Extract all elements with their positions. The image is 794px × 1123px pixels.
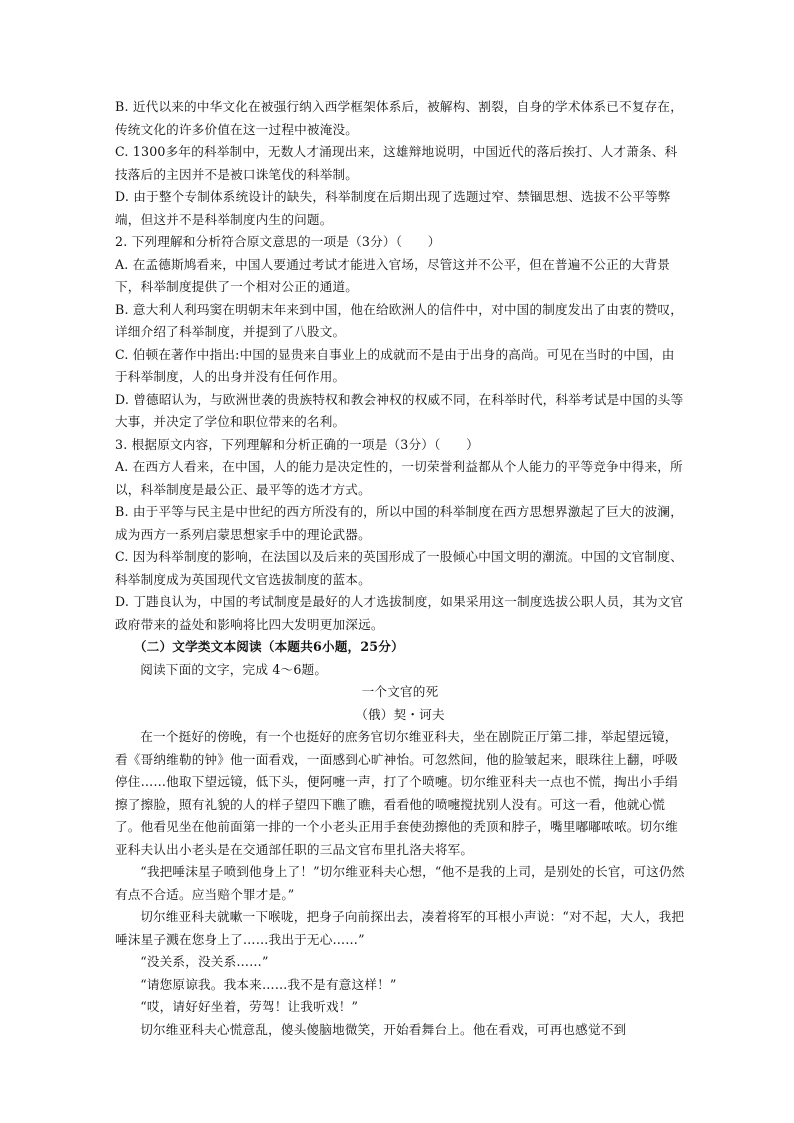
option-d-paragraph: D. 由于整个专制体系统设计的缺失，科举制度在后期出现了选题过窄、禁锢思想、选拔不公平等弊端，但这并不是科举制度内生的问题。	[115, 189, 671, 227]
story-paragraph: “哎，请好好坐着，劳驾！让我听戏！”	[140, 999, 359, 1014]
question-2: 2. 下列理解和分析符合原文意思的一项是（3分）（ ）	[115, 234, 441, 249]
story-title: 一个文官的死	[361, 684, 439, 699]
q2-option-d: D. 曾德昭认为，与欧洲世袭的贵族特权和教会神权的权威不同，在科举时代，科举考试是中国的头等大事，并决定了学位和职位带来的名利。	[115, 391, 684, 429]
q3-option-c: C. 因为科举制度的影响，在法国以及后来的英国形成了一股倾心中国文明的潮流。中国的文官制度、科举制度成为英国现代文官选拔制度的蓝本。	[115, 549, 683, 587]
q3-option-b: B. 由于平等与民主是中世纪的西方所没有的，所以中国的科举制度在西方思想界激起了巨大的波澜，成为西方一系列启蒙思想家手中的理论武器。	[115, 504, 683, 542]
story-author: （俄）契・诃夫	[355, 706, 445, 722]
q2-option-c: C. 伯顿在著作中指出:中国的显贵来自事业上的成就而不是由于出身的高尚。可见在当时的中国，由于科举制度，人的出身并没有任何作用。	[115, 346, 675, 384]
question-3: 3. 根据原文内容，下列理解和分析正确的一项是（3分）（ ）	[115, 436, 479, 452]
option-b-paragraph: B. 近代以来的中华文化在被强行纳入西学框架体系后，被解构、割裂，自身的学术体系已不复存在，传统文化的许多价值在这一过程中被淹没。	[115, 99, 683, 137]
q2-option-a: A. 在孟德斯鸠看来，中国人要通过考试才能进入官场，尽管这并不公平，但在普遍不公正的大背景下，科举制度提供了一个相对公正的通道。	[115, 256, 671, 294]
q3-option-d: D. 丁韪良认为，中国的考试制度是最好的人才选拔制度，如果采用这一制度选拔公职人员，其为文官政府带来的益处和影响将比四大发明更加深远。	[115, 594, 684, 632]
section-heading: （二）文学类文本阅读（本题共6小题，25分）	[133, 639, 404, 654]
story-paragraph: “我把唾沫星子喷到他身上了！”切尔维亚科夫心想，“他不是我的上司，是别处的长官，可这仍然有点不合适。应当赔个罪才是。”	[115, 864, 685, 902]
story-paragraph: 在一个挺好的傍晚，有一个也挺好的庶务官切尔维亚科夫，坐在剧院正厅第二排，举起望远镜，看《哥纳维勒的钟》他一面看戏，一面感到心旷神怡。可忽然间，他的脸皱起来，眼珠往上翻，呼吸停住……他取下望远镜，低下头，便阿嚏一声，打了个喷嚏。切尔维亚科夫一点也不慌，掏出小手绢擦了擦脸，照有礼貌的人的样子望四下瞧了瞧，看看他的喷嚏搅扰别人没有。可这一看，他就心慌了。他看见坐在他前面第一排的一个小老头正用手套使劲擦他的秃顶和脖子，嘴里嘟嘟哝哝。切尔维亚科夫认出小老头是在交通部任职的三品文官布里扎洛夫将军。	[115, 729, 678, 857]
story-paragraph: 切尔维亚科夫心慌意乱，傻头傻脑地微笑，开始看舞台上。他在看戏，可再也感觉不到	[140, 1021, 627, 1037]
document-page	[115, 96, 685, 1041]
story-paragraph: “没关系，没关系……”	[140, 954, 269, 969]
q2-option-b: B. 意大利人利玛窦在明朝末年来到中国，他在给欧洲人的信件中，对中国的制度发出了由衷的赞叹，详细介绍了科举制度，并提到了八股文。	[115, 301, 683, 339]
story-paragraph: “请您原谅我。我本来……我不是有意这样！”	[140, 976, 397, 992]
reading-instruction: 阅读下面的文字，完成 4～6题。	[140, 661, 328, 677]
q3-option-a: A. 在西方人看来，在中国，人的能力是决定性的，一切荣誉利益都从个人能力的平等竞争中得来，所以，科举制度是最公正、最平等的选才方式。	[115, 459, 683, 497]
story-paragraph: 切尔维亚科夫就嗽一下喉咙，把身子向前探出去，凑着将军的耳根小声说：“对不起，大人，我把唾沫星子溅在您身上了……我出于无心……”	[115, 909, 685, 947]
option-c-paragraph: C. 1300多年的科举制中，无数人才涌现出来，这雄辩地说明，中国近代的落后挨打、人才萧条、科技落后的主因并不是被口诛笔伐的科举制。	[115, 144, 678, 182]
